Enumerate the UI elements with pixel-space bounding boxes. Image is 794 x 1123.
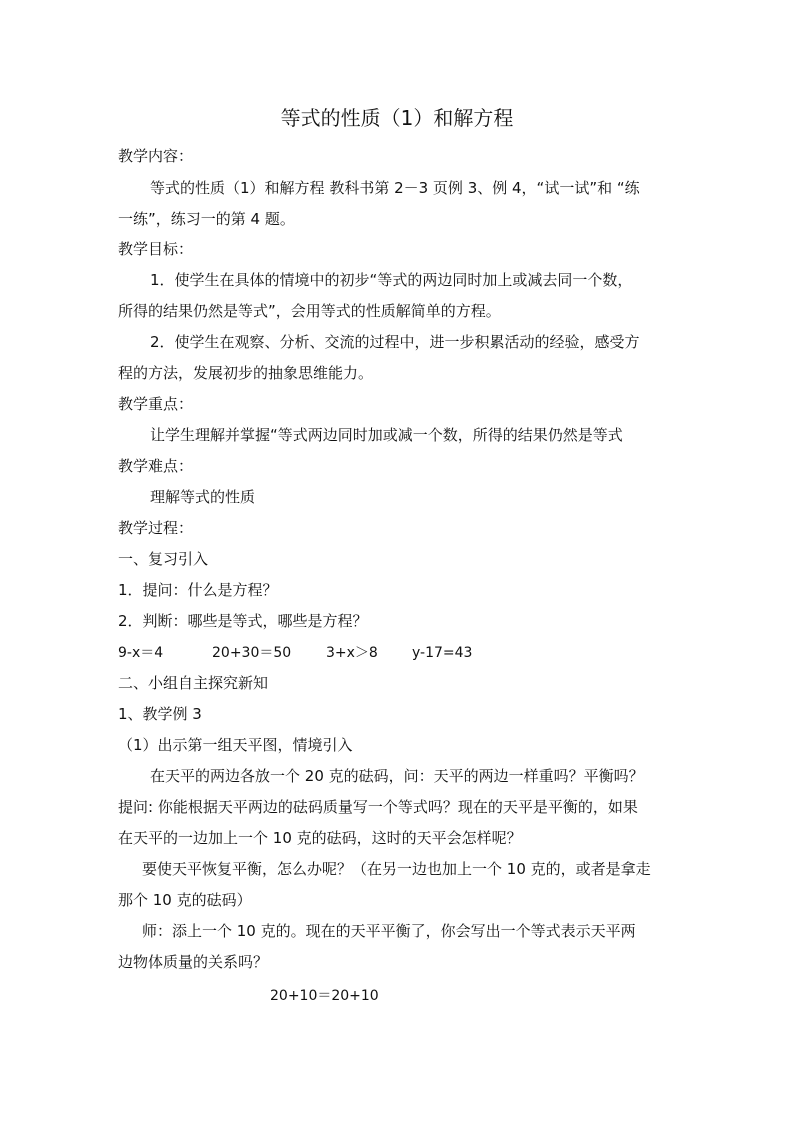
subsection-1-heading: （1）出示第一组天平图，情境引入 bbox=[118, 736, 353, 754]
content-text-line-2: 一练”，练习一的第 4 题。 bbox=[118, 210, 295, 228]
paragraph-2-line-2: 那个 10 克的砝码） bbox=[118, 891, 252, 909]
goal-heading: 教学目标： bbox=[118, 240, 194, 258]
content-text-line-1: 等式的性质（1）和解方程 教科书第 2－3 页例 3、例 4，“试一试”和 “练 bbox=[150, 179, 640, 197]
goal-1-line-2: 所得的结果仍然是等式”，会用等式的性质解简单的方程。 bbox=[118, 302, 501, 320]
equation-1: 9-x＝4 bbox=[118, 645, 164, 661]
content-heading: 教学内容： bbox=[118, 147, 194, 165]
paragraph-1-line-3: 在天平的一边加上一个 10 克的砝码，这时的天平会怎样呢？ bbox=[118, 829, 522, 847]
paragraph-3-line-2: 边物体质量的关系吗？ bbox=[118, 953, 269, 971]
difficulty-heading: 教学难点： bbox=[118, 457, 194, 475]
goal-2-line-2: 程的方法，发展初步的抽象思维能力。 bbox=[118, 364, 374, 382]
equation-4: y-17=43 bbox=[412, 645, 473, 661]
paragraph-3-line-1: 师：添上一个 10 克的。现在的天平平衡了，你会写出一个等式表示天平两 bbox=[142, 922, 636, 940]
goal-1-line-1: 1．使学生在具体的情境中的初步“等式的两边同时加上或减去同一个数， bbox=[150, 271, 633, 289]
equation-2: 20+30＝50 bbox=[212, 645, 292, 661]
paragraph-2-line-1: 要使天平恢复平衡，怎么办呢？（在另一边也加上一个 10 克的，或者是拿走 bbox=[142, 860, 651, 878]
question-2: 2．判断：哪些是等式，哪些是方程？ bbox=[118, 612, 368, 630]
document-title: 等式的性质（1）和解方程 bbox=[280, 106, 514, 130]
goal-2-line-1: 2．使学生在观察、分析、交流的过程中，进一步积累活动的经验，感受方 bbox=[150, 333, 640, 351]
example-3-heading: 1、教学例 3 bbox=[118, 705, 202, 723]
key-point-heading: 教学重点： bbox=[118, 395, 194, 413]
equation-3: 3+x＞8 bbox=[326, 645, 378, 661]
section-2-heading: 二、小组自主探究新知 bbox=[118, 674, 269, 692]
paragraph-1-line-1: 在天平的两边各放一个 20 克的砝码，问：天平的两边一样重吗？平衡吗？ bbox=[150, 767, 644, 785]
result-equation: 20+10＝20+10 bbox=[270, 988, 379, 1004]
paragraph-1-line-2: 提问: 你能根据天平两边的砝码质量写一个等式吗？现在的天平是平衡的，如果 bbox=[118, 798, 638, 816]
question-1: 1．提问：什么是方程？ bbox=[118, 581, 278, 599]
section-1-heading: 一、复习引入 bbox=[118, 550, 209, 568]
key-point-text: 让学生理解并掌握“等式两边同时加或减一个数，所得的结果仍然是等式 bbox=[150, 426, 623, 444]
difficulty-text: 理解等式的性质 bbox=[150, 488, 256, 506]
process-heading: 教学过程： bbox=[118, 519, 194, 537]
